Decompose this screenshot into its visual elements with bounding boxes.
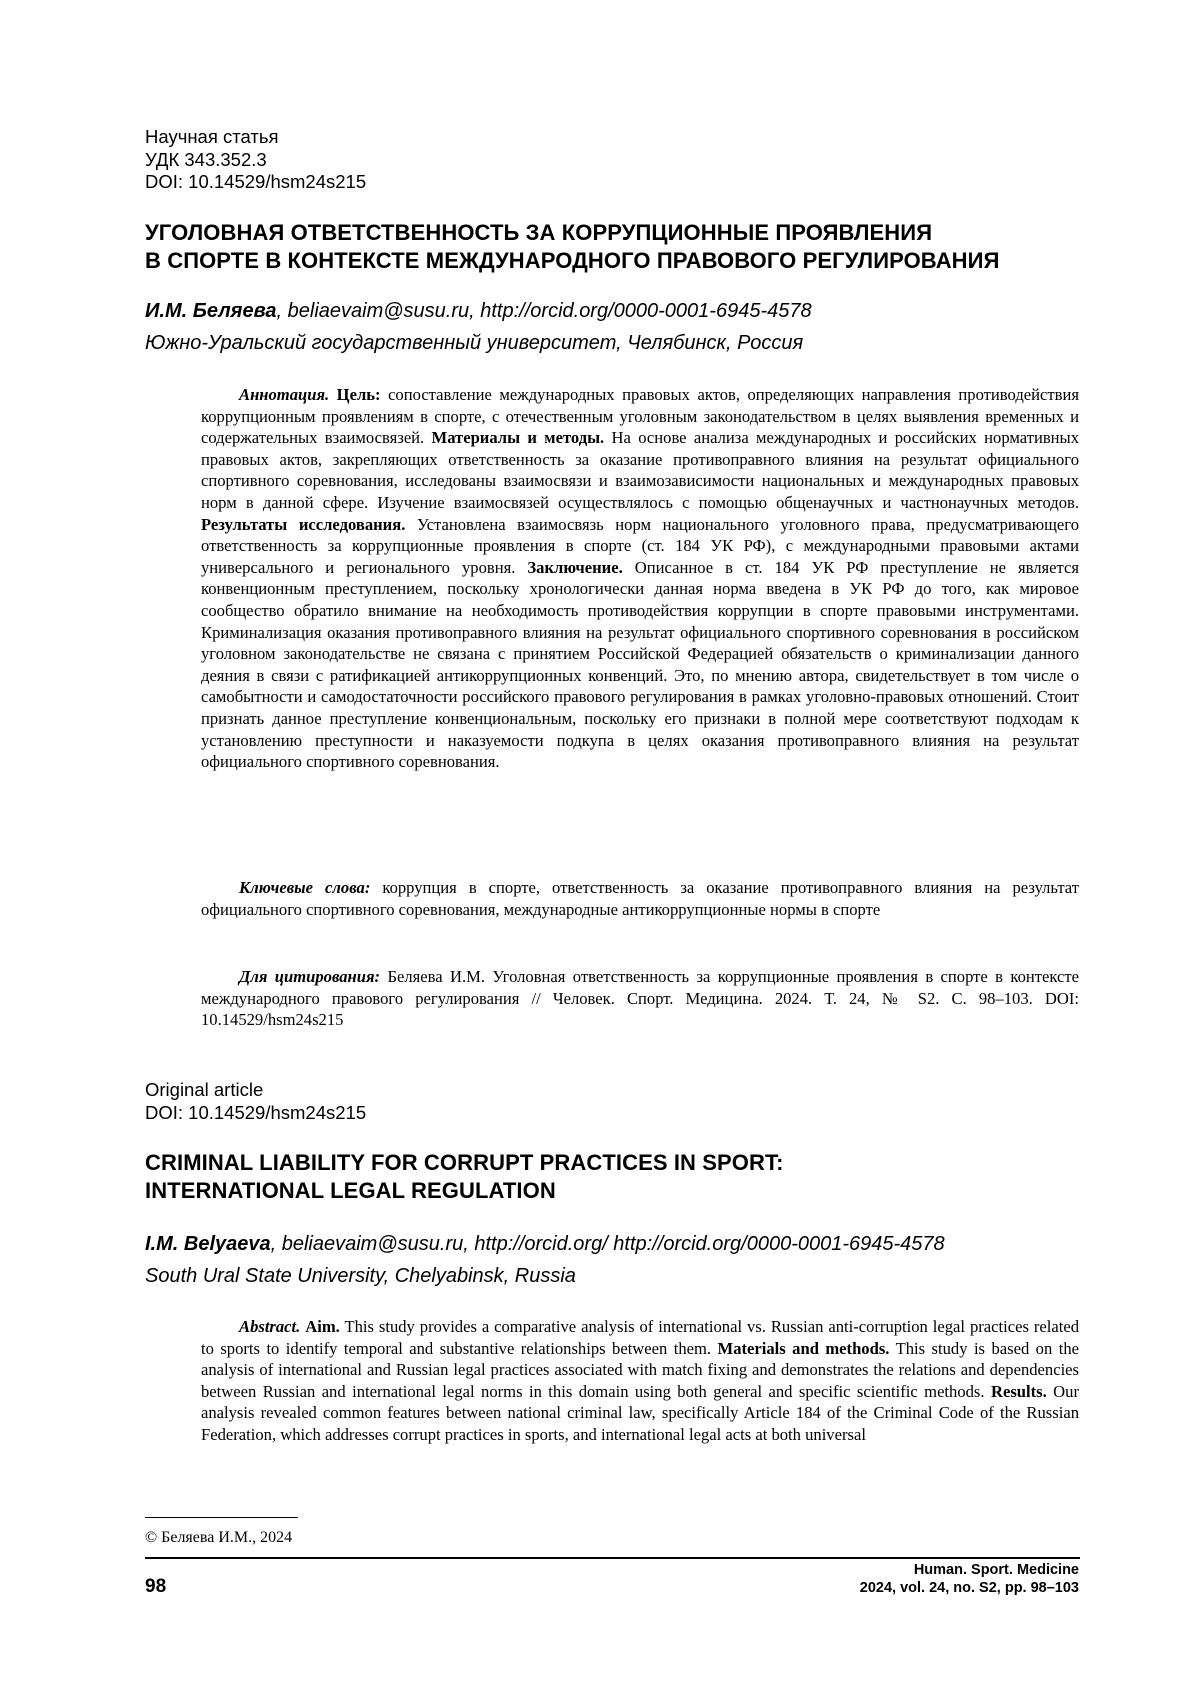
ru-article-meta (145, 126, 366, 194)
page-number: 98 (145, 1576, 167, 1597)
en-title-line: CRIMINAL LIABILITY FOR CORRUPT PRACTICES IN SPORT: (145, 1150, 784, 1175)
copyright-note: © Беляева И.М., 2024 (145, 1529, 293, 1546)
ru-methods-text: На основе анализа международных и российских нормативных правовых актов, закрепляющих ответственность за оказание противоправного влияния на результат официального спортивного соревнования, исследованы взаимосвязи и взаимозависимости национальных и международных правовых норм в данной сфере. Изучение взаимосвязей осуществлялось с помощью общенаучных и частнонаучных методов. (201, 428, 1079, 512)
ru-author-line (145, 295, 812, 327)
ru-aim-label: Цель: (336, 385, 381, 404)
ru-affiliation: Южно-Уральский государственный университет, Челябинск, Россия (145, 332, 804, 354)
ru-article-type: Научная статья (145, 126, 279, 147)
ru-author-name: И.М. Беляева (145, 300, 277, 322)
ru-conclusion-label: Заключение. (527, 557, 623, 577)
ru-author-contacts: , beliaevaim@susu.ru, http://orcid.org/0000-0001-6945-4578 (276, 300, 812, 322)
journal-running-footer (860, 1561, 1079, 1597)
ru-udc: УДК 343.352.3 (145, 148, 267, 170)
ru-keywords-text: коррупция в спорте, ответственность за оказание противоправного влияния на результат официального спортивного соревнования, международные антикоррупционные нормы в спорте (201, 878, 1079, 919)
en-author-line (145, 1228, 945, 1260)
ru-citation-text: Беляева И.М. Уголовная ответственность за коррупционные проявления в спорте в контексте международного правового регулирования // Человек. Спорт. Медицина. 2024. Т. 24, № S2. С. 98–103. DOI: 10.14529/hsm24s215 (201, 967, 1079, 1030)
en-doi: DOI: 10.14529/hsm24s215 (145, 1101, 367, 1123)
footnote-divider (145, 1517, 298, 1518)
ru-results-label: Результаты исследования. (201, 514, 406, 534)
ru-citation (201, 966, 1079, 1031)
en-article-title (145, 1149, 1095, 1204)
ru-keywords (201, 877, 1079, 920)
ru-abstract (201, 384, 1079, 773)
ru-title-line: В СПОРТЕ В КОНТЕКСТЕ МЕЖДУНАРОДНОГО ПРАВОВОГО РЕГУЛИРОВАНИЯ (145, 247, 1000, 273)
en-author-contacts: , beliaevaim@susu.ru, http://orcid.org/ http://orcid.org/0000-0001-6945-4578 (270, 1233, 945, 1255)
en-results-label: Results. (990, 1381, 1047, 1401)
en-author-name: I.M. Belyaeva (145, 1233, 271, 1255)
footer-rule (145, 1557, 1080, 1559)
en-aim-label: Aim. (305, 1317, 340, 1336)
en-abstract-label: Abstract. (239, 1317, 301, 1336)
en-affiliation: South Ural State University, Chelyabinsk, Russia (145, 1265, 576, 1287)
en-methods-label: Materials and methods. (717, 1338, 890, 1358)
ru-results-text: Установлена взаимосвязь норм национального уголовного права, предусматривающего ответственность за коррупционные проявления в спорте (ст. 184 УК РФ), с международными правовыми актами универсального и регионального уровня. (201, 514, 1079, 577)
ru-keywords-label: Ключевые слова: (239, 878, 371, 897)
ru-citation-label: Для цитирования: (239, 967, 381, 986)
en-methods-text: This study is based on the analysis of international and Russian legal practices associated with match fixing and demonstrates the relations and dependencies between Russian and international legal norms in this domain using both general and specific scientific methods. (201, 1338, 1079, 1401)
ru-abstract-label: Аннотация. (239, 385, 330, 404)
en-article-meta (145, 1079, 366, 1124)
en-results-text: Our analysis revealed common features between national criminal law, specifically Article 184 of the Criminal Code of the Russian Federation, which addresses corrupt practices in sports, and international legal acts at both universal (201, 1381, 1079, 1444)
journal-issue: 2024, vol. 24, no. S2, pp. 98–103 (859, 1580, 1079, 1596)
en-aim-text: This study provides a comparative analysis of international vs. Russian anti-corruption legal practices related to sports to identify temporal and substantive relationships between them. (201, 1317, 1079, 1358)
en-article-type: Original article (145, 1079, 264, 1100)
en-abstract (201, 1316, 1079, 1446)
en-title-line: INTERNATIONAL LEGAL REGULATION (145, 1177, 556, 1203)
ru-aim-text: сопоставление международных правовых актов, определяющих направления противодействия коррупционным проявлениям в спорте, с отечественным уголовным законодательством в целях выявления временных и содержательных взаимосвязей. (201, 385, 1079, 448)
ru-conclusion-text: Описанное в ст. 184 УК РФ преступление не является конвенционным преступлением, поскольку хронологически данная норма введена в УК РФ до того, как мировое сообщество обратило внимание на необходимость противодействия коррупции в спорте правовыми инструментами. Криминализация оказания противоправного влияния на результат официального спортивного соревнования в российском уголовном законодательстве не связана с принятием Российской Федерацией обязательств о криминализации данного деяния в связи с ратификацией антикоррупционных конвенций. Это, по мнению автора, свидетельствует в том числе о самобытности и самодостаточности российского правового регулирования в рамках уголовно-правовых отношений. Стоит признать данное преступление конвенциональным, поскольку его признаки в полной мере соответствуют подходам к установлению преступности и наказуемости подкупа в целях оказания противоправного влияния на результат официального спортивного соревнования. (201, 557, 1079, 772)
ru-doi: DOI: 10.14529/hsm24s215 (145, 171, 367, 192)
ru-title-line: УГОЛОВНАЯ ОТВЕТСТВЕННОСТЬ ЗА КОРРУПЦИОННЫЕ ПРОЯВЛЕНИЯ (145, 220, 933, 245)
ru-article-title (145, 219, 1095, 274)
journal-name: Human. Sport. Medicine (913, 1562, 1079, 1578)
ru-methods-label: Материалы и методы. (431, 428, 605, 448)
